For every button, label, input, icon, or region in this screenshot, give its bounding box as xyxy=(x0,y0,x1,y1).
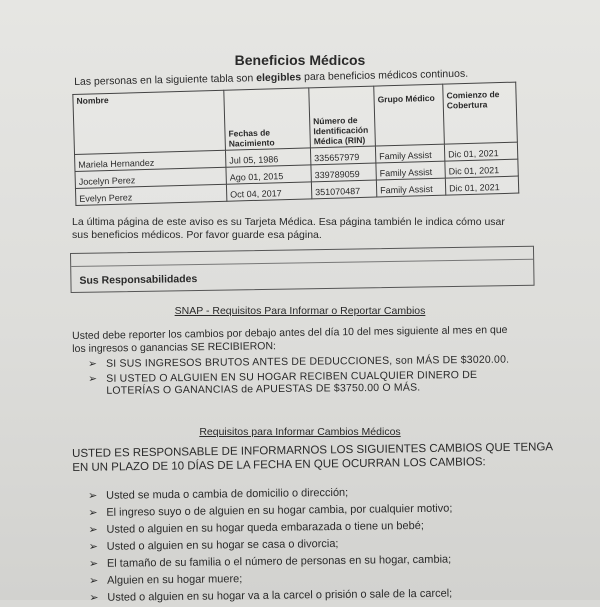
header-birthdate: Fechas de Nacimiento xyxy=(224,88,311,150)
card-note-line: La última página de este aviso es su Tarjeta Médica. Esa página también le indica cómo usar xyxy=(72,216,505,228)
snap-line: Usted debe reporter los cambios por debajo antes del día 10 del mes siguiente al mes en que xyxy=(72,323,508,342)
list-item: ➢ Usted o alguien en su hogar va a la carcel o prisión o sale de la carcel; xyxy=(89,586,453,607)
box-divider xyxy=(71,259,533,267)
responsibilities-box xyxy=(70,246,535,293)
arrow-icon: ➢ xyxy=(89,574,99,587)
medical-paragraph xyxy=(72,440,553,475)
header-name: Nombre xyxy=(73,90,226,154)
snap-bullets xyxy=(88,354,510,397)
cell-birthdate: Ago 01, 2015 xyxy=(226,165,311,184)
card-note-line: sus beneficios médicos. Por favor guarde esa página. xyxy=(72,229,322,241)
list-item: ➢ El ingreso suyo o de alguien en su hogar cambia, por cualquier motivo; xyxy=(88,501,452,522)
cell-coverage: Dic 01, 2021 xyxy=(445,176,518,195)
list-item: ➢ Alguien en su hogar muere; xyxy=(89,569,453,590)
arrow-icon: ➢ xyxy=(88,489,98,502)
cell-birthdate: Oct 04, 2017 xyxy=(226,182,311,201)
arrow-icon: ➢ xyxy=(89,591,99,604)
intro-bold: elegibles xyxy=(256,71,302,85)
snap-paragraph xyxy=(72,324,508,356)
card-note xyxy=(72,216,505,242)
medical-line: EN UN PLAZO DE 10 DÍAS DE LA FECHA EN QUE OCURRAN LOS CAMBIOS: xyxy=(72,456,486,474)
snap-line: los ingresos o ganancias SE RECIBIERON: xyxy=(72,340,277,355)
page-title: Beneficios Médicos xyxy=(234,52,366,68)
medical-heading: Requisitos para Informar Cambios Médicos xyxy=(199,426,401,438)
list-item: ➢ SI SUS INGRESOS BRUTOS ANTES DE DEDUCCIONES, son MÁS DE $3020.00. xyxy=(88,353,510,370)
list-item: ➢ Usted se muda o cambia de domicilio o dirección; xyxy=(88,484,452,505)
arrow-icon: ➢ xyxy=(88,357,98,370)
header-coverage: Comienzo de Cobertura xyxy=(443,82,518,144)
intro-text-1: Las personas en la siguiente tabla son xyxy=(74,72,257,88)
cell-rin: 351070487 xyxy=(311,180,376,199)
cell-rin: 335657979 xyxy=(310,146,375,165)
cell-group: Family Assist xyxy=(375,144,444,163)
arrow-icon: ➢ xyxy=(88,372,98,385)
arrow-icon: ➢ xyxy=(88,506,98,519)
list-item: ➢ Usted o alguien en su hogar se casa o divorcia; xyxy=(89,535,453,556)
cell-coverage: Dic 01, 2021 xyxy=(445,159,518,178)
cell-rin: 339789059 xyxy=(311,163,376,182)
responsibilities-title: Sus Responsabilidades xyxy=(79,273,198,287)
intro-text-2: para beneficios médicos continuos. xyxy=(301,67,469,84)
medical-line: USTED ES RESPONSABLE DE INFORMARNOS LOS SIGUIENTES CAMBIOS QUE TENGA xyxy=(72,441,554,460)
cell-group: Family Assist xyxy=(376,178,445,197)
list-item: ➢ El tamaño de su familia o el número de personas en su hogar, cambia; xyxy=(89,552,453,573)
beneficiaries-table-wrap xyxy=(72,67,519,206)
arrow-icon: ➢ xyxy=(88,540,99,553)
cell-birthdate: Jul 05, 1986 xyxy=(225,148,310,167)
cell-group: Family Assist xyxy=(376,161,445,180)
cell-coverage: Dic 01, 2021 xyxy=(444,142,517,161)
header-rin: Número de Identificación Médica (RIN) xyxy=(309,86,376,148)
cell-name: Evelyn Perez xyxy=(75,184,226,205)
cell-name: Jocelyn Perez xyxy=(75,167,226,188)
beneficiaries-table xyxy=(72,82,519,206)
list-item: ➢ Usted o alguien en su hogar queda embarazada o tiene un bebé; xyxy=(88,518,452,539)
list-item-continued: LOTERÍAS O GANANCIAS de APUESTAS DE $3750.00 O MÁS. xyxy=(106,381,421,397)
cell-name: Mariela Hernandez xyxy=(75,150,226,171)
header-group: Grupo Médico xyxy=(374,84,445,146)
medical-bullets xyxy=(88,484,454,607)
arrow-icon: ➢ xyxy=(88,523,98,536)
snap-heading: SNAP - Requisitos Para Informar o Reportar Cambios xyxy=(174,305,426,317)
list-item: ➢ SI USTED O ALGUIEN EN SU HOGAR RECIBEN CUALQUIER DINERO DE xyxy=(88,368,478,385)
arrow-icon: ➢ xyxy=(88,557,99,570)
